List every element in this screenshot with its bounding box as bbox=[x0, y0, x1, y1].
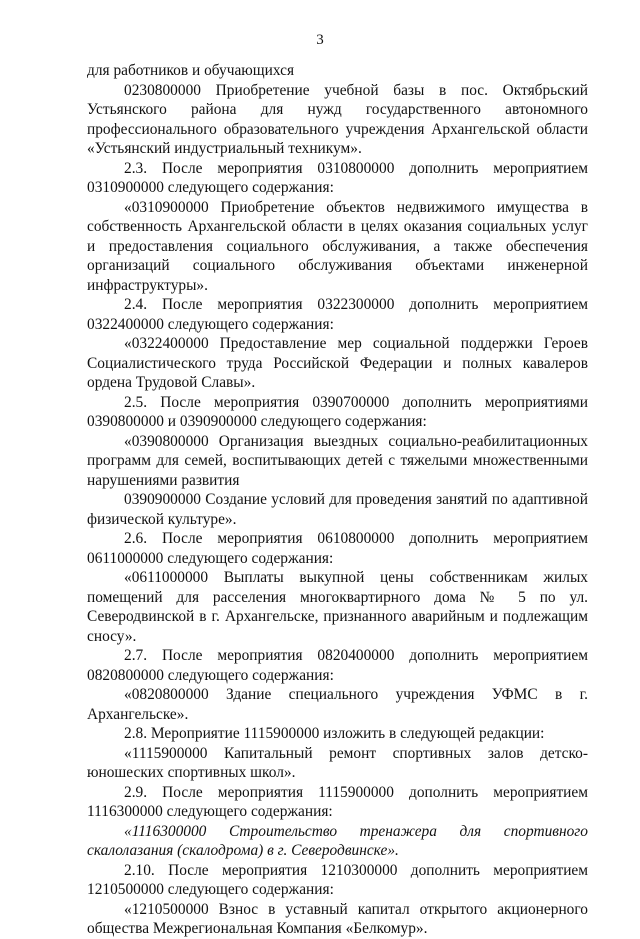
paragraph: «0322400000 Предоставление мер социальной поддержки Героев Социалистического труда Российской Федерации и полных кавалеров ордена Трудовой Славы». bbox=[87, 335, 588, 391]
paragraph: «1210500000 Взнос в уставный капитал открытого акционерного общества Межрегиональная Компания «Белкомур». bbox=[87, 900, 588, 937]
paragraph: «0390800000 Организация выездных социально-реабилитационных программ для семей, воспитывающих детей с тяжелыми множественными нарушениями развития bbox=[87, 432, 588, 489]
paragraph: «0611000000 Выплаты выкупной цены собственникам жилых помещений для расселения многоквартирного дома № 5 по ул. Северодвинской в г. Архангельске, признанного аварийным и подлежащим сносу». bbox=[87, 569, 588, 645]
paragraph: 2.9. После мероприятия 1115900000 дополнить мероприятием 1116300000 следующего содержания: bbox=[87, 783, 588, 820]
paragraph: 2.10. После мероприятия 1210300000 дополнить мероприятием 1210500000 следующего содержания: bbox=[87, 861, 588, 898]
paragraph: 2.7. После мероприятия 0820400000 дополнить мероприятием 0820800000 следующего содержания: bbox=[87, 647, 588, 684]
paragraph: «1116300000 Строительство тренажера для спортивного скалолазания (скалодрома) в г. Северодвинске». bbox=[87, 822, 588, 859]
paragraph: «0310900000 Приобретение объектов недвижимого имущества в собственность Архангельской области в целях оказания социальных услуг и предоставления социального обслуживания, а также обеспечения организаций социального обслуживания объектами инженерной инфраструктуры». bbox=[87, 198, 588, 294]
paragraph: 2.6. После мероприятия 0610800000 дополнить мероприятием 0611000000 следующего содержания: bbox=[87, 530, 588, 567]
document-body bbox=[87, 61, 588, 939]
paragraph: 2.5. После мероприятия 0390700000 дополнить мероприятиями 0390800000 и 0390900000 следующего содержания: bbox=[87, 393, 588, 430]
page-number: 3 bbox=[316, 32, 324, 48]
paragraph: 2.8. Мероприятие 1115900000 изложить в следующей редакции: bbox=[124, 725, 545, 742]
paragraph: для работников и обучающихся bbox=[87, 62, 295, 79]
paragraph: 0390900000 Создание условий для проведения занятий по адаптивной физической культуре». bbox=[87, 491, 588, 528]
paragraph: «0820800000 Здание специального учреждения УФМС в г. Архангельске». bbox=[87, 686, 588, 723]
paragraph: «1115900000 Капитальный ремонт спортивных залов детско-юношеских спортивных школ». bbox=[87, 744, 588, 781]
paragraph: 0230800000 Приобретение учебной базы в пос. Октябрьский Устьянского района для нужд государственного автономного профессионального образовательного учреждения Архангельской области «Устьянский индустриальный техникум». bbox=[87, 81, 588, 157]
paragraph: 2.4. После мероприятия 0322300000 дополнить мероприятием 0322400000 следующего содержания: bbox=[87, 296, 588, 333]
paragraph: 2.3. После мероприятия 0310800000 дополнить мероприятием 0310900000 следующего содержания: bbox=[87, 159, 588, 196]
